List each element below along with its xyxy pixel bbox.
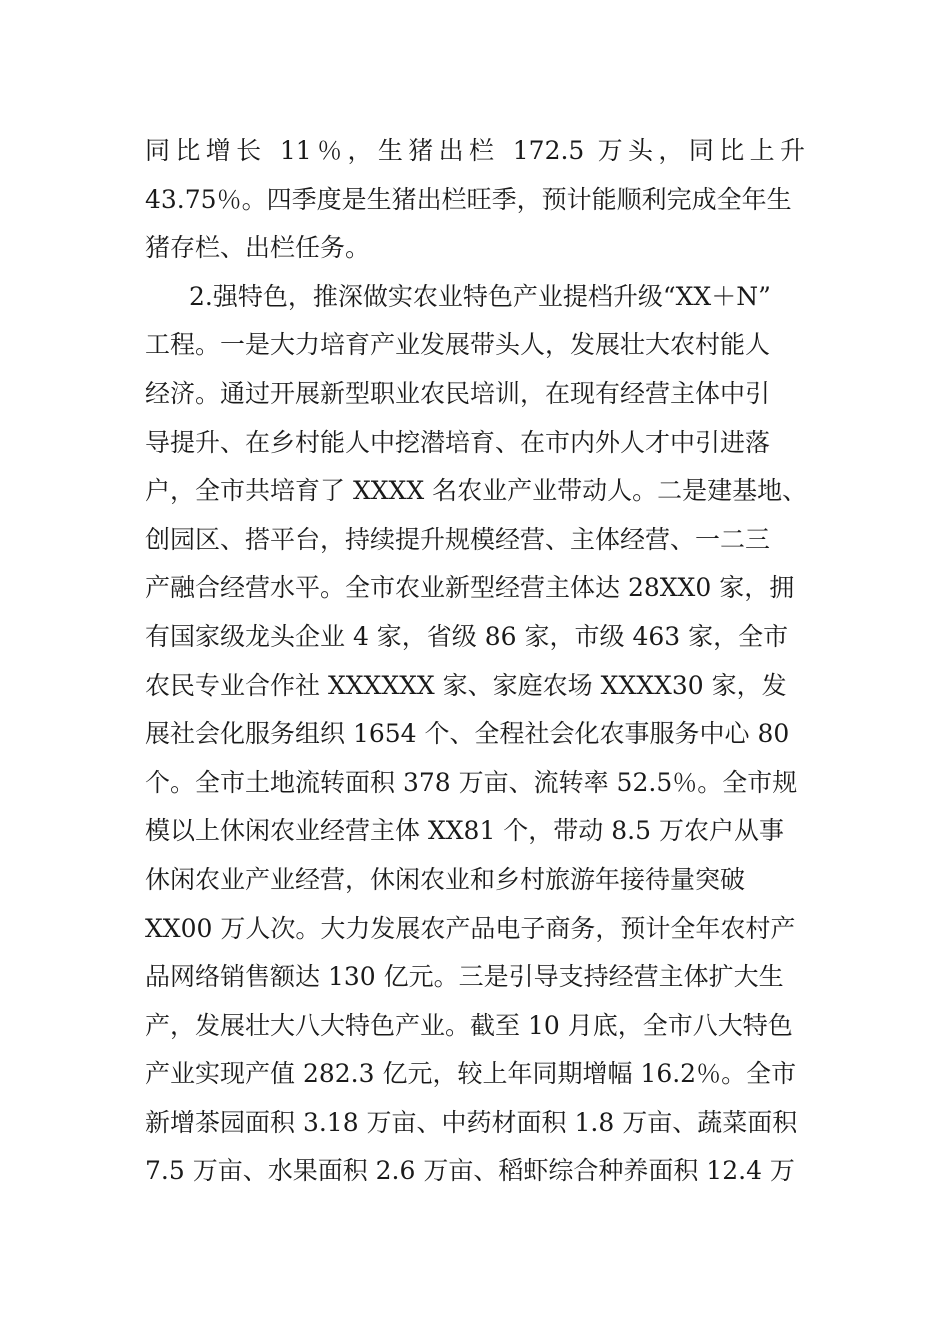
text-line: 产融合经营水平。全市农业新型经营主体达 28XX0 家，拥 xyxy=(145,573,795,603)
text-line: 休闲农业产业经营，休闲农业和乡村旅游年接待量突破 xyxy=(145,864,746,894)
text-line: 新增茶园面积 3.18 万亩、中药材面积 1.8 万亩、蔬菜面积 xyxy=(145,1107,798,1137)
text-line: 有国家级龙头企业 4 家，省级 86 家，市级 463 家，全市 xyxy=(145,621,789,651)
text-line: XX00 万人次。大力发展农产品电子商务，预计全年农村产 xyxy=(145,913,796,943)
text-line: 创园区、搭平台，持续提升规模经营、主体经营、一二三 xyxy=(145,524,771,554)
text-line: 户，全市共培育了 XXXX 名农业产业带动人。二是建基地、 xyxy=(145,476,808,506)
text-line: 7.5 万亩、水果面积 2.6 万亩、稻虾综合种养面积 12.4 万 xyxy=(145,1156,795,1186)
text-line: 产业实现产值 282.3 亿元，较上年同期增幅 16.2％。全市 xyxy=(145,1059,797,1089)
text-line: 经济。通过开展新型职业农民培训，在现有经营主体中引 xyxy=(145,378,771,408)
text-line: 43.75％。四季度是生猪出栏旺季，预计能顺利完成全年生 xyxy=(145,184,792,214)
text-line: 导提升、在乡村能人中挖潜培育、在市内外人才中引进落 xyxy=(145,427,771,457)
text-line: 模以上休闲农业经营主体 XX81 个，带动 8.5 万农户从事 xyxy=(145,816,784,846)
text-line: 2.强特色，推深做实农业特色产业提档升级“XX＋N” xyxy=(189,281,771,311)
text-line: 工程。一是大力培育产业发展带头人，发展壮大农村能人 xyxy=(145,330,771,360)
text-line: 产，发展壮大八大特色产业。截至 10 月底，全市八大特色 xyxy=(145,1010,793,1040)
text-line: 展社会化服务组织 1654 个、全程社会化农事服务中心 80 xyxy=(145,719,790,749)
text-line: 品网络销售额达 130 亿元。三是引导支持经营主体扩大生 xyxy=(145,962,784,992)
text-line: 同比增长 11％，生猪出栏 172.5 万头，同比上升 xyxy=(145,136,805,165)
text-line: 个。全市土地流转面积 378 万亩、流转率 52.5％。全市规 xyxy=(145,767,798,797)
body-text xyxy=(145,127,865,1196)
text-line: 农民专业合作社 XXXXXX 家、家庭农场 XXXX30 家，发 xyxy=(145,670,787,700)
text-line: 猪存栏、出栏任务。 xyxy=(145,233,371,263)
